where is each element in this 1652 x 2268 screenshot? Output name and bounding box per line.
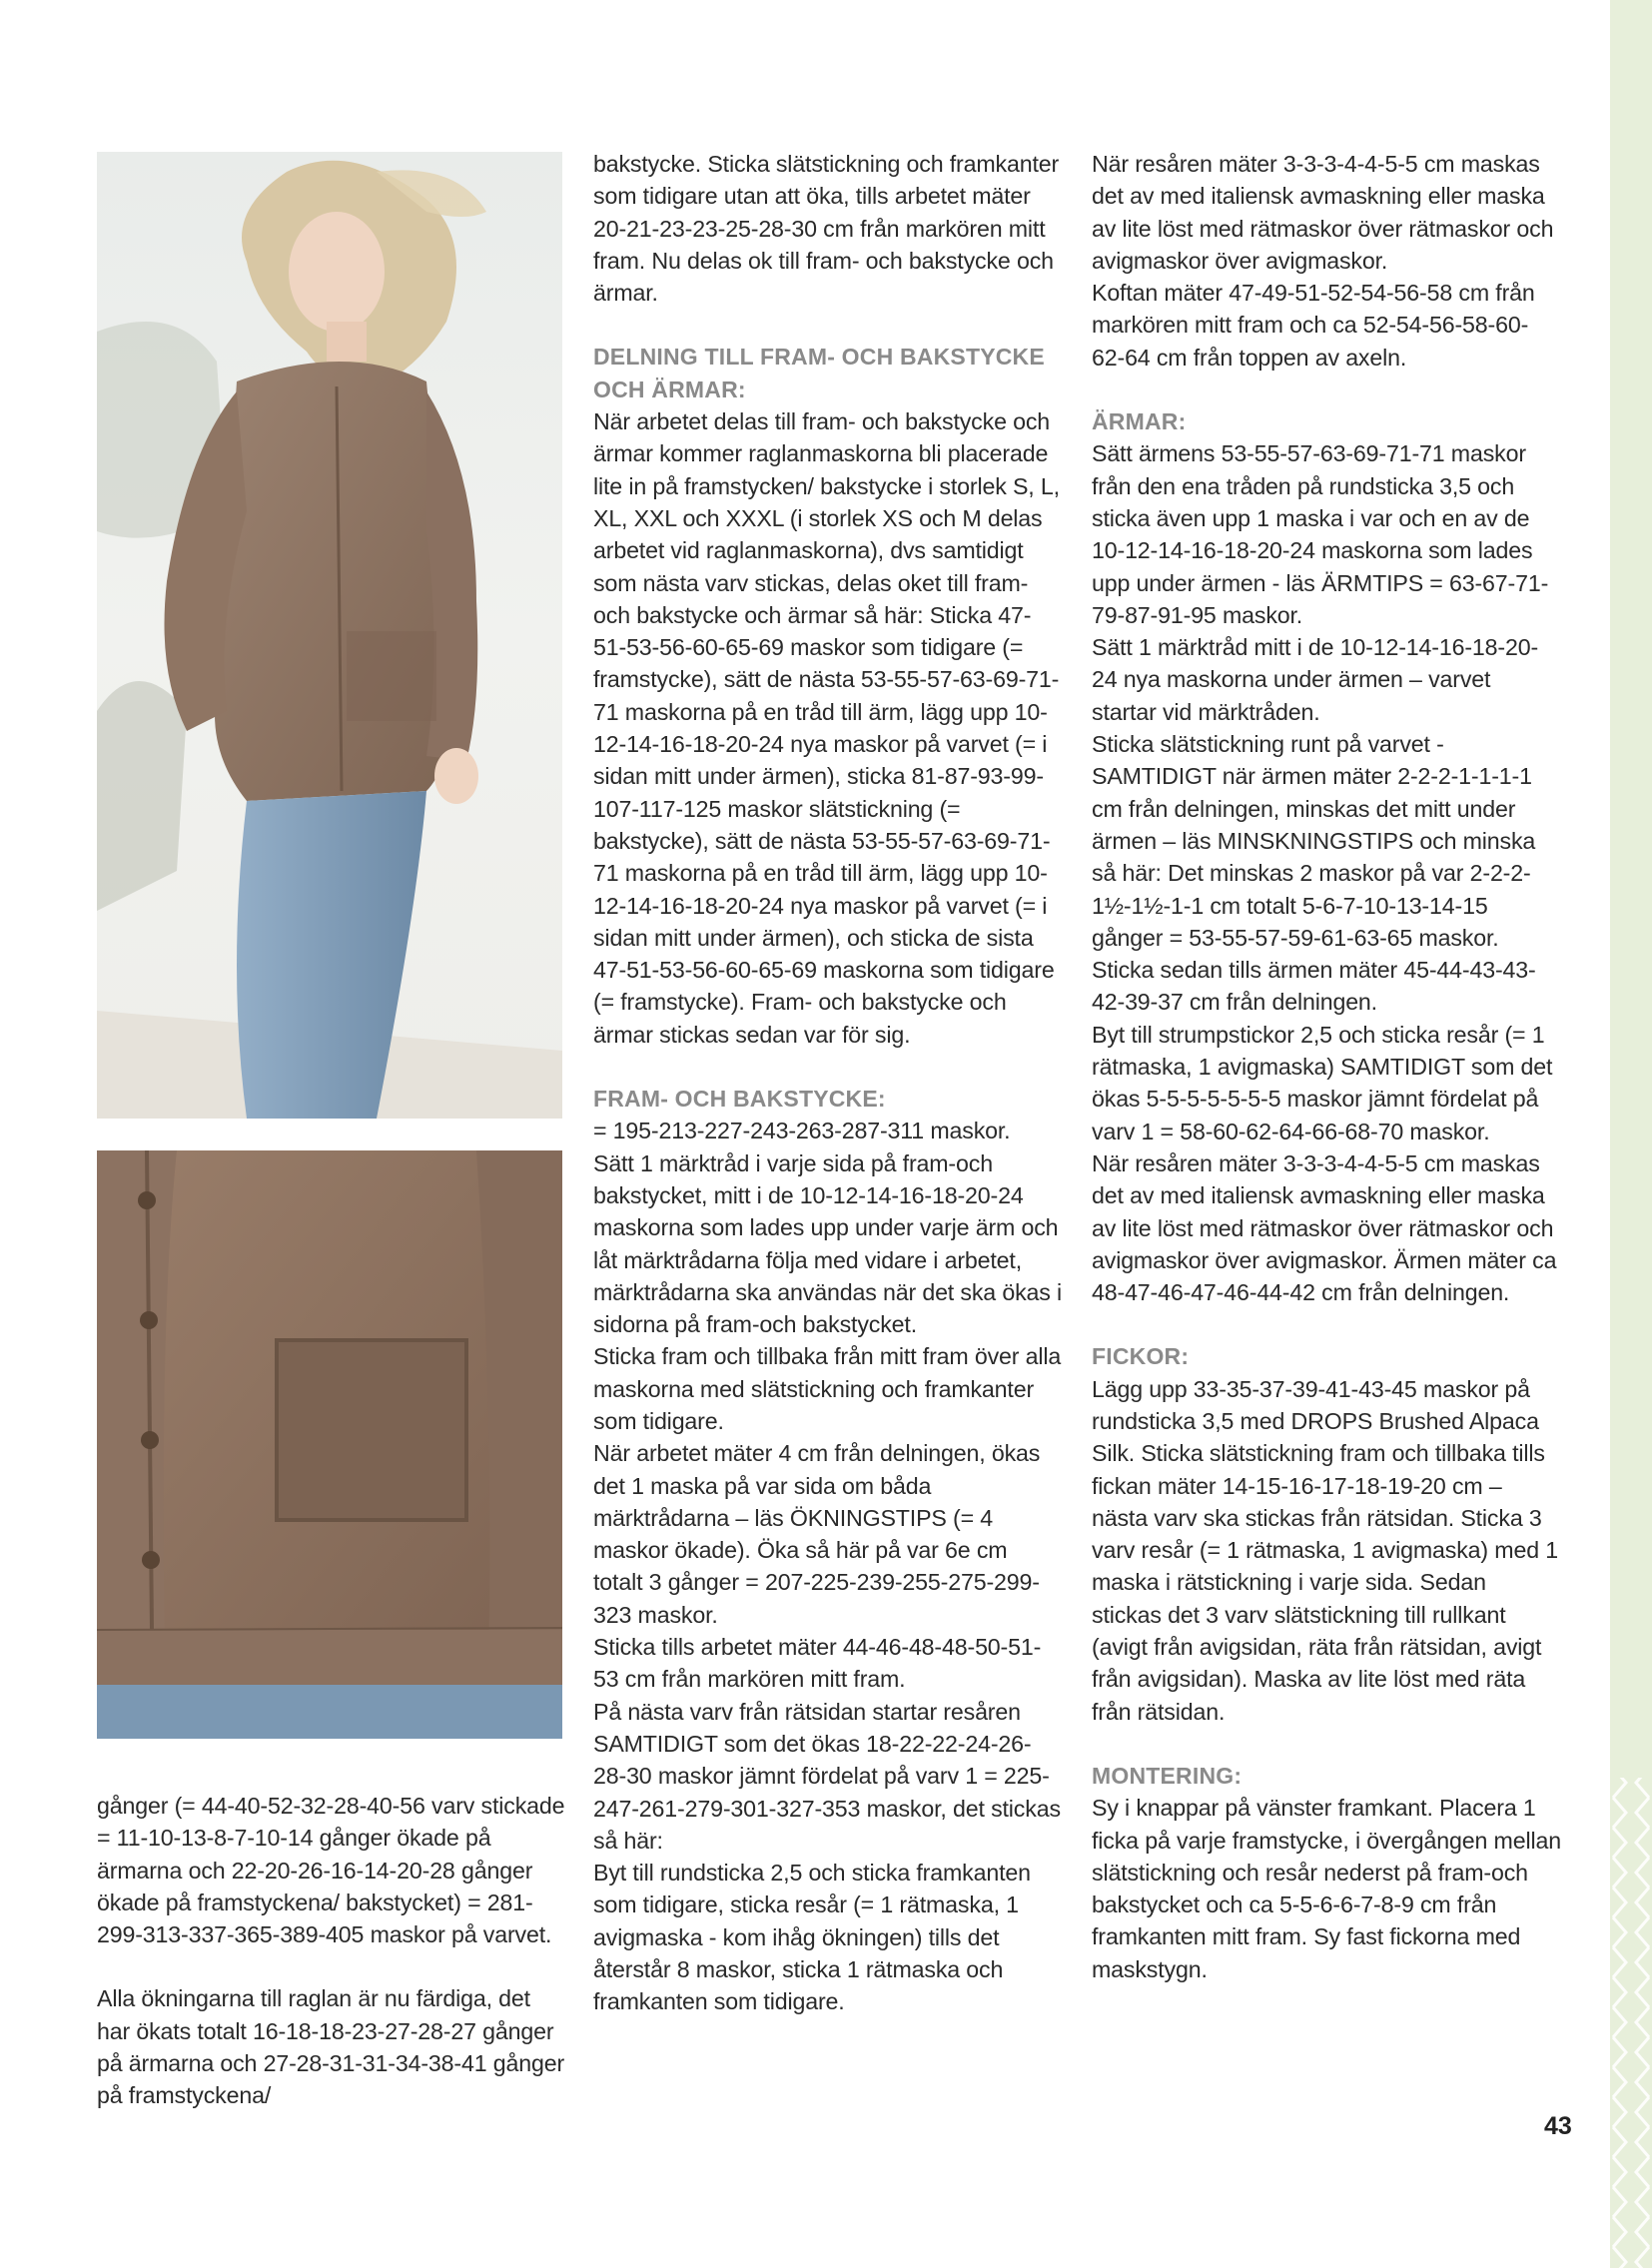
- paragraph: När resåren mäter 3-3-3-4-4-5-5 cm maskas det av med italiensk avmaskning eller maska av lite löst med rätmaskor över rätmaskor och avigmaskor över avigmaskor.: [1092, 151, 1554, 274]
- paragraph: Sätt ärmens 53-55-57-63-69-71-71 maskor från den ena tråden på rundsticka 3,5 och sticka även upp 1 maska i var och en av de 10-12-14-16-18-20-24 maskorna som lades upp under ärmen - läs ÄRMTIPS = 63-67-71-79-87-91-95 maskor.: [1092, 440, 1549, 628]
- paragraph: När arbetet delas till fram- och bakstycke och ärmar kommer raglanmaskorna bli placerade lite in på framstycken/ bakstycke i storlek S, L, XL, XXL och XXXL (i storlek XS och M delas arbetet vid raglanmaskorna), dvs samtidigt som nästa varv stickas, delas oket till fram- och bakstycke och ärmar så här: Sticka 47-51-53-56-60-65-69 maskor som tidigare (= framstycke), sätt de nästa 53-55-57-63-69-71-71 maskorna på en tråd till ärm, lägg upp 10-12-14-16-18-20-24 nya maskor på varvet (= i sidan mitt under ärmen), sticka 81-87-93-99-107-117-125 maskor slätstickning (= bakstycke), sätt de nästa 53-55-57-63-69-71-71 maskorna på en tråd till ärm, lägg upp 10-12-14-16-18-20-24 nya maskor på varvet (= i sidan mitt under ärmen), och sticka de sista 47-51-53-56-60-65-69 maskorna som tidigare (= framstycke). Fram- och bakstycke och ärmar stickas sedan var för sig.: [593, 408, 1060, 1048]
- paragraph: Lägg upp 33-35-37-39-41-43-45 maskor på rundsticka 3,5 med DROPS Brushed Alpaca Silk. Sticka slätstickning fram och tillbaka tills fickan mäter 14-15-16-17-18-19-20 cm – nästa varv ska stickas från rätsidan. Sticka 3 varv resår (= 1 rätmaska, 1 avigmaska) med 1 maska i rätstickning i varje sida. Sedan stickas det 3 varv slätstickning till rullkant (avigt från avigsidan, räta från rätsidan, avigt från avigsidan). Maska av lite löst med räta från rätsidan.: [1092, 1375, 1558, 1725]
- paragraph: = 195-213-227-243-263-287-311 maskor.: [593, 1118, 1011, 1144]
- section-heading: MONTERING:: [1092, 1762, 1242, 1789]
- paragraph: Sticka tills arbetet mäter 44-46-48-48-50-51-53 cm från markören mitt fram.: [593, 1634, 1042, 1693]
- paragraph: Sätt 1 märktråd i varje sida på fram-och bakstycket, mitt i de 10-12-14-16-18-20-24 maskorna som lades upp under varje ärm och låt märktrådarna följa med vidare i arbetet, märktrådarna ska användas när det ska ökas i sidorna på fram-och bakstycket.: [593, 1149, 1062, 1338]
- paragraph: Sticka sedan tills ärmen mäter 45-44-43-43-42-39-37 cm från delningen.: [1092, 957, 1536, 1016]
- paragraph: Koftan mäter 47-49-51-52-54-56-58 cm från markören mitt fram och ca 52-54-56-58-60-62-64 cm från toppen av axeln.: [1092, 280, 1535, 371]
- paragraph: Sticka fram och tillbaka från mitt fram över alla maskorna med slätstickning och framkanter som tidigare.: [593, 1343, 1062, 1434]
- paragraph: När arbetet mäter 4 cm från delningen, ökas det 1 maska på var sida om båda märktrådarna – läs ÖKNINGSTIPS (= 4 maskor ökade). Öka så här på var 6e cm totalt 3 gånger = 207-225-239-255-275-299-323 maskor.: [593, 1440, 1041, 1628]
- paragraph: När resåren mäter 3-3-3-4-4-5-5 cm maskas det av med italiensk avmaskning eller maska av lite löst med rätmaskor över rätmaskor och avigmaskor över avigmaskor. Ärmen mäter ca 48-47-46-47-46-44-42 cm från delningen.: [1092, 1149, 1557, 1306]
- section-heading: FICKOR:: [1092, 1343, 1190, 1370]
- paragraph: Sticka slätstickning runt på varvet - SAMTIDIGT när ärmen mäter 2-2-2-1-1-1-1 cm från delningen, minskas det mitt under ärmen – läs MINSKNINGSTIPS och minska så här: Det minskas 2 maskor på var 2-2-2-1½-1½-1-1 cm totalt 5-6-7-10-13-14-15 gånger = 53-55-57-59-61-63-65 maskor.: [1092, 731, 1536, 951]
- knit-pattern-decoration: [1610, 0, 1652, 2268]
- paragraph: Byt till rundsticka 2,5 och sticka framkanten som tidigare, sticka resår (= 1 rätmaska, 1 avigmaska - kom ihåg ökningen) tills det återstår 8 maskor, sticka 1 rätmaska och framkanten som tidigare.: [593, 1860, 1031, 2015]
- page-number: 43: [1544, 2112, 1572, 2140]
- paragraph: Alla ökningarna till raglan är nu färdiga, det har ökats totalt 16-18-18-23-27-28-27 gånger på ärmarna och 27-28-31-31-34-38-41 gånger på framstyckena/: [97, 1985, 565, 2109]
- section-heading: DELNING TILL FRAM- OCH BAKSTYCKE OCH ÄRMAR:: [593, 344, 1045, 402]
- section-heading: FRAM- OCH BAKSTYCKE:: [593, 1086, 886, 1113]
- text-column-1: [97, 1790, 566, 2112]
- decorative-side-strip: [1610, 0, 1652, 2268]
- paragraph: På nästa varv från rätsidan startar resåren SAMTIDIGT som det ökas 18-22-22-24-26-28-30 maskor jämnt fördelat på varv 1 = 225-247-261-279-301-327-353 maskor, det stickas så här:: [593, 1698, 1061, 1854]
- text-column-3: [1092, 148, 1561, 1985]
- paragraph: Sätt 1 märktråd mitt i de 10-12-14-16-18-20-24 nya maskorna under ärmen – varvet startar vid märktråden.: [1092, 634, 1539, 725]
- text-column-2: [593, 148, 1063, 2018]
- paragraph: gånger (= 44-40-52-32-28-40-56 varv stickade = 11-10-13-8-7-10-14 gånger ökade på ärmarna och 22-20-26-16-14-20-28 gånger ökade på framstyckena/ bakstycket) = 281-299-313-337-365-389-405 maskor på varvet.: [97, 1793, 565, 1948]
- paragraph: Sy i knappar på vänster framkant. Placera 1 ficka på varje framstycke, i övergången mellan slätstickning och resår nederst på fram-och bakstycket och ca 5-5-6-6-7-8-9 cm från framkanten mitt fram. Sy fast fickorna med maskstygn.: [1092, 1795, 1561, 1982]
- cardigan-detail-photo: [97, 1150, 562, 1739]
- paragraph: bakstycke. Sticka slätstickning och framkanter som tidigare utan att öka, tills arbetet mäter 20-21-23-23-25-28-30 cm från markören mitt fram. Nu delas ok till fram- och bakstycke och ärmar.: [593, 151, 1060, 307]
- section-heading: ÄRMAR:: [1092, 408, 1187, 435]
- model-photo-full: [97, 152, 562, 1119]
- paragraph: Byt till strumpstickor 2,5 och sticka resår (= 1 rätmaska, 1 avigmaska) SAMTIDIGT som det ökas 5-5-5-5-5-5-5 maskor jämnt fördelat på varv 1 = 58-60-62-64-66-68-70 maskor.: [1092, 1021, 1553, 1144]
